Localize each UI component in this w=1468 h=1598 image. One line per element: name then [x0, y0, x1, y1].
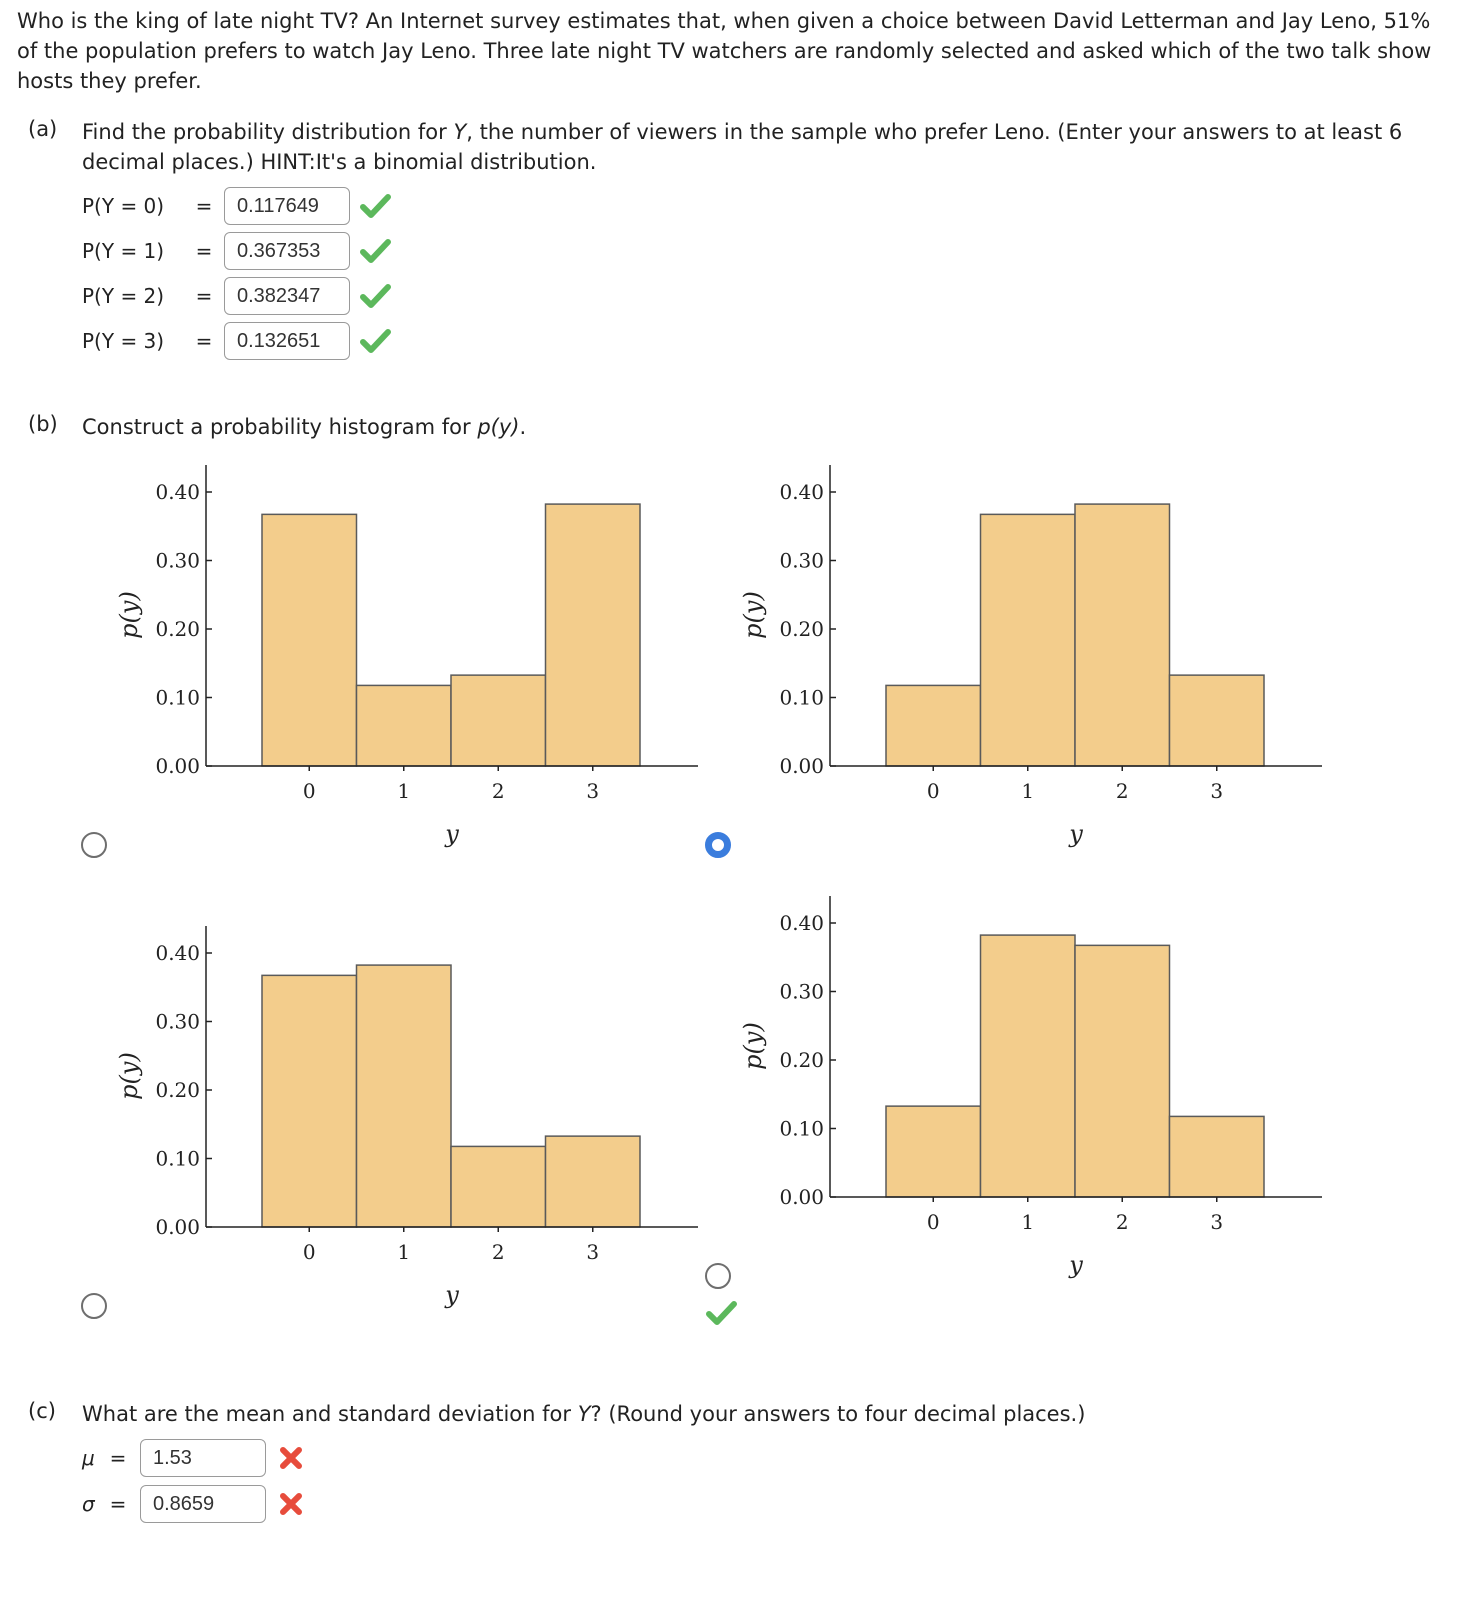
histogram-option-2 [724, 455, 1384, 885]
cross-icon [274, 1441, 308, 1475]
check-icon [358, 234, 392, 268]
x-axis-title: y [1069, 1251, 1083, 1279]
x-tick-label: 0 [926, 1210, 940, 1234]
part-a-text-1: Find the probability distribution for [82, 120, 454, 144]
sd-input[interactable]: 0.8659 [140, 1485, 266, 1523]
y-tick-label: 0.10 [155, 685, 200, 710]
prob-input-2[interactable]: 0.382347 [224, 277, 350, 315]
x-tick-label: 0 [302, 779, 316, 803]
y-axis-title: p(y) [739, 1022, 767, 1070]
equals-sign: = [195, 284, 213, 308]
y-tick-label: 0.10 [779, 1116, 824, 1141]
y-tick-label: 0.20 [155, 617, 200, 641]
histogram-bar-3 [1170, 1116, 1265, 1197]
histogram-svg [100, 455, 760, 885]
x-tick-label: 1 [397, 1240, 411, 1264]
x-tick-label: 2 [491, 1240, 505, 1264]
x-axis-title: y [1069, 820, 1083, 848]
mean-input[interactable]: 1.53 [140, 1439, 266, 1477]
y-tick-label: 0.00 [155, 1215, 200, 1239]
part-a-label: (a) [28, 117, 58, 141]
radio-option-3[interactable] [81, 1293, 107, 1319]
equals-sign: = [109, 1492, 127, 1516]
equals-sign: = [109, 1446, 127, 1470]
part-c-label: (c) [28, 1399, 56, 1423]
mean-row [82, 1438, 308, 1478]
x-tick-label: 3 [586, 1240, 600, 1264]
y-tick-label: 0.30 [779, 979, 824, 1004]
x-tick-label: 2 [1115, 779, 1129, 803]
question-intro: Who is the king of late night TV? An Internet survey estimates that, when given a choice between David Letterman and Jay Leno, 51% of the population prefers to watch Jay Leno. Three late night TV watchers are randomly selected and asked which of the two talk show hosts they prefer. [17, 9, 1432, 93]
part-b-func: p(y) [477, 415, 520, 439]
x-tick-label: 3 [1210, 1210, 1224, 1234]
equals-sign: = [195, 329, 213, 353]
histogram-bar-0 [886, 685, 981, 766]
x-tick-label: 1 [1021, 779, 1035, 803]
y-tick-label: 0.30 [779, 548, 824, 573]
part-b-text: Construct a probability histogram for [82, 415, 478, 439]
y-tick-label: 0.00 [155, 754, 200, 778]
histogram-option-4 [724, 886, 1384, 1316]
part-a-var: Y [453, 120, 467, 144]
x-tick-label: 0 [302, 1240, 316, 1264]
histogram-bar-0 [886, 1106, 981, 1197]
histogram-bar-1 [981, 514, 1076, 766]
x-axis-title: y [445, 1281, 459, 1309]
y-axis-title: p(y) [739, 591, 767, 639]
x-tick-label: 2 [1115, 1210, 1129, 1234]
histogram-bar-3 [1170, 675, 1265, 766]
mu-label: μ [82, 1446, 95, 1470]
y-tick-label: 0.40 [155, 941, 200, 965]
part-b-text-end: . [519, 415, 527, 439]
x-axis-title: y [445, 820, 459, 848]
prob-row-2 [82, 276, 392, 316]
part-a-prompt [82, 117, 1442, 177]
histogram-bar-1 [357, 965, 452, 1227]
histogram-bar-2 [451, 1146, 546, 1227]
part-b-prompt [82, 412, 526, 442]
prob-input-0[interactable]: 0.117649 [224, 187, 350, 225]
sigma-label: σ [82, 1492, 95, 1516]
histogram-svg [724, 455, 1384, 885]
prob-label-3: P(Y = 3) [82, 329, 165, 353]
y-tick-label: 0.20 [779, 1048, 824, 1072]
check-icon [358, 279, 392, 313]
part-c-prompt [82, 1399, 1085, 1429]
histogram-svg [724, 886, 1384, 1316]
prob-row-3 [82, 321, 392, 361]
check-icon [358, 189, 392, 223]
x-tick-label: 1 [1021, 1210, 1035, 1234]
y-tick-label: 0.00 [779, 754, 824, 778]
x-tick-label: 0 [926, 779, 940, 803]
equals-sign: = [195, 194, 213, 218]
histogram-option-3 [100, 916, 760, 1346]
y-tick-label: 0.40 [779, 480, 824, 504]
histogram-bar-2 [1075, 504, 1170, 766]
histogram-bar-3 [546, 1136, 641, 1227]
prob-input-1[interactable]: 0.367353 [224, 232, 350, 270]
y-tick-label: 0.10 [779, 685, 824, 710]
x-tick-label: 1 [397, 779, 411, 803]
radio-option-1[interactable] [81, 832, 107, 858]
histogram-bar-1 [357, 685, 452, 766]
histogram-bar-2 [1075, 945, 1170, 1197]
x-tick-label: 3 [586, 779, 600, 803]
prob-row-0 [82, 186, 392, 226]
radio-option-4[interactable] [705, 1263, 731, 1289]
histogram-svg [100, 916, 760, 1346]
sd-row [82, 1484, 308, 1524]
x-tick-label: 2 [491, 779, 505, 803]
part-b-label: (b) [28, 412, 58, 436]
y-tick-label: 0.30 [155, 548, 200, 573]
prob-input-3[interactable]: 0.132651 [224, 322, 350, 360]
check-icon [358, 324, 392, 358]
y-tick-label: 0.20 [779, 617, 824, 641]
check-icon [704, 1298, 738, 1328]
y-tick-label: 0.20 [155, 1078, 200, 1102]
equals-sign: = [195, 239, 213, 263]
part-c-text-2: ? (Round your answers to four decimal places.) [590, 1402, 1086, 1426]
part-c-var: Y [577, 1402, 591, 1426]
prob-label-0: P(Y = 0) [82, 194, 165, 218]
y-tick-label: 0.10 [155, 1146, 200, 1171]
y-tick-label: 0.00 [779, 1185, 824, 1209]
prob-label-1: P(Y = 1) [82, 239, 165, 263]
histogram-bar-0 [262, 975, 357, 1227]
y-tick-label: 0.40 [779, 911, 824, 935]
x-tick-label: 3 [1210, 779, 1224, 803]
y-axis-title: p(y) [115, 591, 143, 639]
histogram-option-1 [100, 455, 760, 885]
prob-label-2: P(Y = 2) [82, 284, 165, 308]
y-tick-label: 0.30 [155, 1009, 200, 1034]
part-c-text-1: What are the mean and standard deviation for [82, 1402, 578, 1426]
y-tick-label: 0.40 [155, 480, 200, 504]
histogram-bar-2 [451, 675, 546, 766]
y-axis-title: p(y) [115, 1052, 143, 1100]
radio-option-2[interactable] [705, 832, 731, 858]
cross-icon [274, 1487, 308, 1521]
histogram-bar-3 [546, 504, 641, 766]
prob-row-1 [82, 231, 392, 271]
histogram-bar-1 [981, 935, 1076, 1197]
histogram-bar-0 [262, 514, 357, 766]
part-a-text-2: , the number of viewers in the sample who prefer Leno. (Enter your answers to at least 6 decimal places.) HINT:It's a binomial distribution. [82, 120, 1403, 174]
